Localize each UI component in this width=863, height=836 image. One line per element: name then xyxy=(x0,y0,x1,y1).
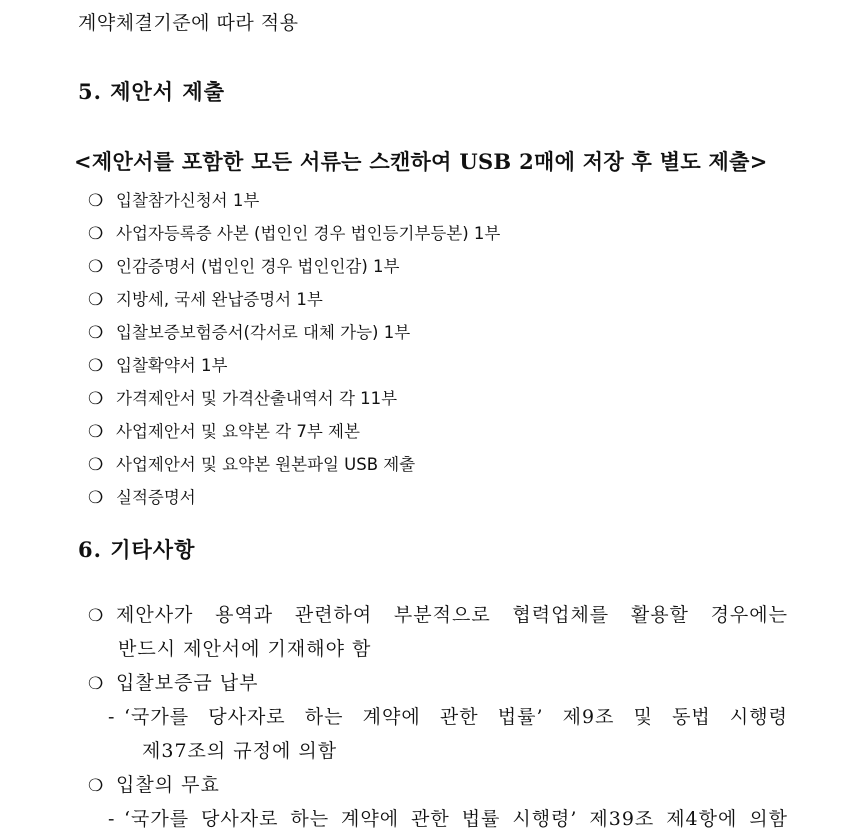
circle-bullet-icon: ❍ xyxy=(88,257,104,277)
misc-notes xyxy=(88,598,788,836)
list-item-text: 사업제안서 및 요약본 각 7부 제본 xyxy=(116,422,360,441)
circle-bullet-icon: ❍ xyxy=(88,356,104,376)
list-item xyxy=(88,349,500,382)
bid-bond-detail xyxy=(88,700,788,734)
list-item-text: 가격제안서 및 가격산출내역서 각 11부 xyxy=(116,389,398,408)
list-item-text: 사업제안서 및 요약본 원본파일 USB 제출 xyxy=(116,455,416,474)
note-bid-bond xyxy=(88,666,788,700)
list-item xyxy=(88,283,500,316)
dash-bullet-icon: - xyxy=(108,808,116,830)
circle-bullet-icon: ❍ xyxy=(88,776,105,796)
list-item xyxy=(88,481,500,514)
circle-bullet-icon: ❍ xyxy=(88,224,104,244)
intro-text: 계약체결기준에 따라 적용 xyxy=(78,12,299,34)
list-item xyxy=(88,184,500,217)
required-documents-list xyxy=(88,184,500,514)
circle-bullet-icon: ❍ xyxy=(88,323,104,343)
section-6-title: 6. 기타사항 xyxy=(78,537,196,562)
invalidity-detail xyxy=(88,802,788,836)
circle-bullet-icon: ❍ xyxy=(88,191,104,211)
circle-bullet-icon: ❍ xyxy=(88,455,104,475)
circle-bullet-icon: ❍ xyxy=(88,674,105,694)
detail-continuation: 제37조의 규정에 의함 xyxy=(142,740,338,762)
list-item xyxy=(88,415,500,448)
list-item-text: 인감증명서 (법인인 경우 법인인감) 1부 xyxy=(116,257,400,276)
note-subcontractor xyxy=(88,598,788,632)
circle-bullet-icon: ❍ xyxy=(88,422,104,442)
note-text: 제안사가 용역과 관련하여 부분적으로 협력업체를 활용할 경우에는 xyxy=(116,604,788,626)
list-item xyxy=(88,382,500,415)
list-item-text: 지방세, 국세 완납증명서 1부 xyxy=(116,290,323,309)
list-item-text: 실적증명서 xyxy=(116,488,196,507)
list-item-text: 사업자등록증 사본 (법인인 경우 법인등기부등본) 1부 xyxy=(116,224,501,243)
note-text: 입찰의 무효 xyxy=(116,774,220,796)
note-bid-invalidity xyxy=(88,768,788,802)
submission-notice: <제안서를 포함한 모든 서류는 스캔하여 USB 2매에 저장 후 별도 제출> xyxy=(74,149,768,174)
list-item-text: 입찰확약서 1부 xyxy=(116,356,228,375)
list-item-text: 입찰보증보험증서(각서로 대체 가능) 1부 xyxy=(116,323,411,342)
circle-bullet-icon: ❍ xyxy=(88,290,104,310)
list-item xyxy=(88,316,500,349)
circle-bullet-icon: ❍ xyxy=(88,389,104,409)
section-5-title: 5. 제안서 제출 xyxy=(78,79,225,104)
list-item-text: 입찰참가신청서 1부 xyxy=(116,191,260,210)
detail-text: ‘국가를 당사자로 하는 계약에 관한 법률 시행령’ 제39조 제4항에 의함 xyxy=(124,808,788,830)
circle-bullet-icon: ❍ xyxy=(88,488,104,508)
note-continuation: 반드시 제안서에 기재해야 함 xyxy=(118,638,372,660)
note-text: 입찰보증금 납부 xyxy=(116,672,259,694)
list-item xyxy=(88,217,500,250)
circle-bullet-icon: ❍ xyxy=(88,606,105,626)
detail-text: ‘국가를 당사자로 하는 계약에 관한 법률’ 제9조 및 동법 시행령 xyxy=(124,706,788,728)
dash-bullet-icon: - xyxy=(108,706,116,728)
list-item xyxy=(88,250,500,283)
list-item xyxy=(88,448,500,481)
